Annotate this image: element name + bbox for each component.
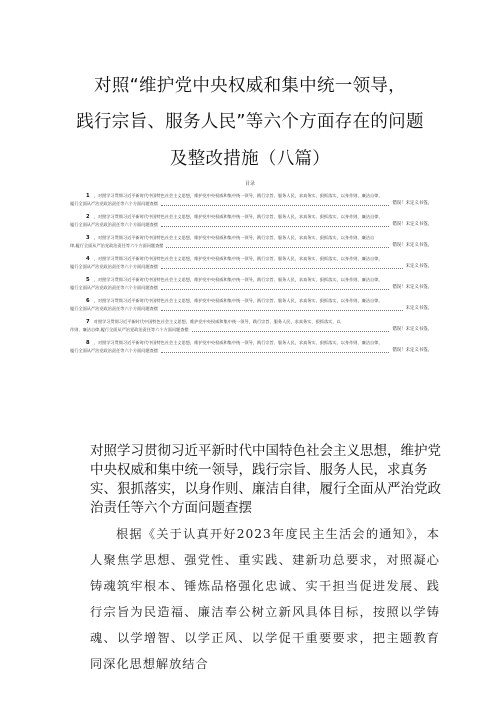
toc-entry-text: ，对照学习贯彻习近平新时代中国特色社会主义思想，维护党中央权威和集中统一领导，践行宗旨、服务人民，求真务实、狠抓落实，以身作则、廉洁自律，	[93, 298, 383, 303]
toc-entry-text-cont: 律,履行全面从严治党政治责任等六个方面问题查摆	[70, 243, 164, 248]
title-line-1: 对照“维护党中央权威和集中统一领导，	[94, 76, 406, 96]
toc-entry-page: 错误！未定义书签。	[392, 243, 432, 248]
toc-entry-number: 2	[86, 214, 90, 220]
body-paragraph: 根据《关于认真开好2023年度民主生活会的通知》，本人聚焦学思想、强党性、重实践、建新功总要求，对照凝心铸魂筑牢根本、锤炼品格强化忠诚、实干担当促进发展、践行宗旨为民造福、廉洁奉公树立新风具体目标，按照以学铸魂、以学增智、以学正风、以学促干重要要求，把主题教育同深化思想解放结合	[90, 527, 440, 671]
toc-entry-number: 8	[86, 340, 90, 346]
toc-entry-text-cont: 履行全面从严治党政治责任等六个方面问题查摆	[70, 306, 158, 311]
toc-entry[interactable]	[70, 297, 432, 313]
toc-entry-text-cont: 履行全面从严治党政治责任等六个方面问题查摆	[70, 348, 158, 353]
toc-entry[interactable]	[70, 255, 432, 271]
toc-entry[interactable]	[70, 192, 432, 208]
toc-leader-dots	[192, 328, 390, 332]
toc-entry-number: 1	[86, 193, 90, 199]
toc-entry-number: 3	[86, 235, 90, 241]
toc-leader-dots	[161, 265, 403, 269]
toc-entry-page: 错误！未定义书签。	[392, 348, 432, 353]
toc-entry-page: 错误！未定义书签。	[392, 327, 432, 332]
toc-leader-dots	[166, 244, 389, 248]
toc-entry-page: 错误！未定义书签。	[392, 201, 432, 206]
toc-entry-number: 7	[86, 319, 90, 325]
toc-entry-page: 错误！未定义书签。	[392, 285, 432, 290]
toc-entry-text-cont: 履行全面从严治党政治责任等六个方面问题查摆	[70, 201, 158, 206]
toc-entry-text: ，对照学习贯彻习近平新时代中国特色社会主义思想，维护党中央权威和集中统一领导，践行宗旨、服务人民，求真务实、狠抓落实，以身作则、廉洁自律，	[93, 256, 383, 261]
toc-entry[interactable]	[70, 318, 432, 334]
toc-entry-text: ，对照学习贯彻习近平新时代中国特色社会主义思想，维护党中央权威和集中统一领导，践行宗旨、服务人民，求真务实、狠抓落实，以身作则、廉洁自律，	[93, 277, 383, 282]
table-of-contents	[70, 192, 432, 360]
title-line-3: 及整改措施（八篇）	[169, 149, 331, 169]
toc-leader-dots	[161, 286, 390, 290]
toc-entry-text-cont: 履行全面从严治党政治责任等六个方面问题查摆	[70, 222, 158, 227]
toc-entry-text-cont: 履行全面从严治党政治责任等六个方面问题查摆	[70, 264, 158, 269]
toc-entry-page: 错误！未定义书签。	[392, 222, 432, 227]
toc-leader-dots	[161, 223, 390, 227]
toc-entry-number: 4	[86, 256, 90, 262]
toc-entry-text: ，对照学习贯彻习近平新时代中国特色社会主义思想，维护党中央权威和集中统一领导，践行宗旨、服务人民，求真务实、狠抓落实，以身作则、廉洁自	[93, 235, 375, 240]
toc-entry-page: 未定义书签。	[405, 264, 432, 269]
toc-entry-number: 5	[86, 277, 90, 283]
toc-heading: 目录	[244, 181, 255, 187]
toc-leader-dots	[161, 307, 403, 311]
toc-entry-page: 未定义书签。	[405, 306, 432, 311]
toc-entry-number: 6	[86, 298, 90, 304]
toc-entry-text: ，对照学习贯彻习近平新时代中国特色社会主义思想，维护党中央权威和集中统一领导，践行宗旨、服务人民，求真务实、狠抓落实，以身作则、廉洁自律，	[93, 340, 383, 345]
toc-entry-text-cont: 作则、廉洁自律,履行全面从严治党政治责任等六个方面问题查摆	[70, 327, 189, 332]
toc-leader-dots	[161, 202, 390, 206]
toc-entry-text-cont: 履行全面从严治党政治责任等六个方面问题查摆	[70, 285, 158, 290]
toc-entry[interactable]	[70, 276, 432, 292]
section-heading: 对照学习贯彻习近平新时代中国特色社会主义思想，维护党中央权威和集中统一领导，践行宗旨、服务人民，求真务实、狠抓落实，以身作则、廉洁自律，履行全面从严治党政治责任等六个方面问题查摆	[90, 443, 441, 516]
toc-entry-text: ，对照学习贯彻习近平新时代中国特色社会主义思想，维护党中央权威和集中统一领导，践行宗旨、服务人民，求真务实、狠抓落实，以身作则、廉洁自律，	[93, 193, 383, 198]
toc-entry-text: ，对照学习贯彻习近平新时代中国特色社会主义思想，维护党中央权威和集中统一领导，践行宗旨、服务人民，求真务实、狠抓落实，以身作则、廉洁自律，	[93, 214, 383, 219]
toc-entry[interactable]	[70, 213, 432, 229]
toc-entry-text: 对照学习贯彻习近平新时代中国特色社会主义思想，维护党中央权威和集中统一领导，践行宗旨、服务人民，求真务实、狠抓落实，以	[93, 319, 341, 324]
toc-entry[interactable]	[70, 234, 432, 250]
toc-entry[interactable]	[70, 339, 432, 355]
title-line-2: 践行宗旨、服务人民”等六个方面存在的问题	[76, 112, 424, 132]
toc-leader-dots	[161, 349, 390, 353]
